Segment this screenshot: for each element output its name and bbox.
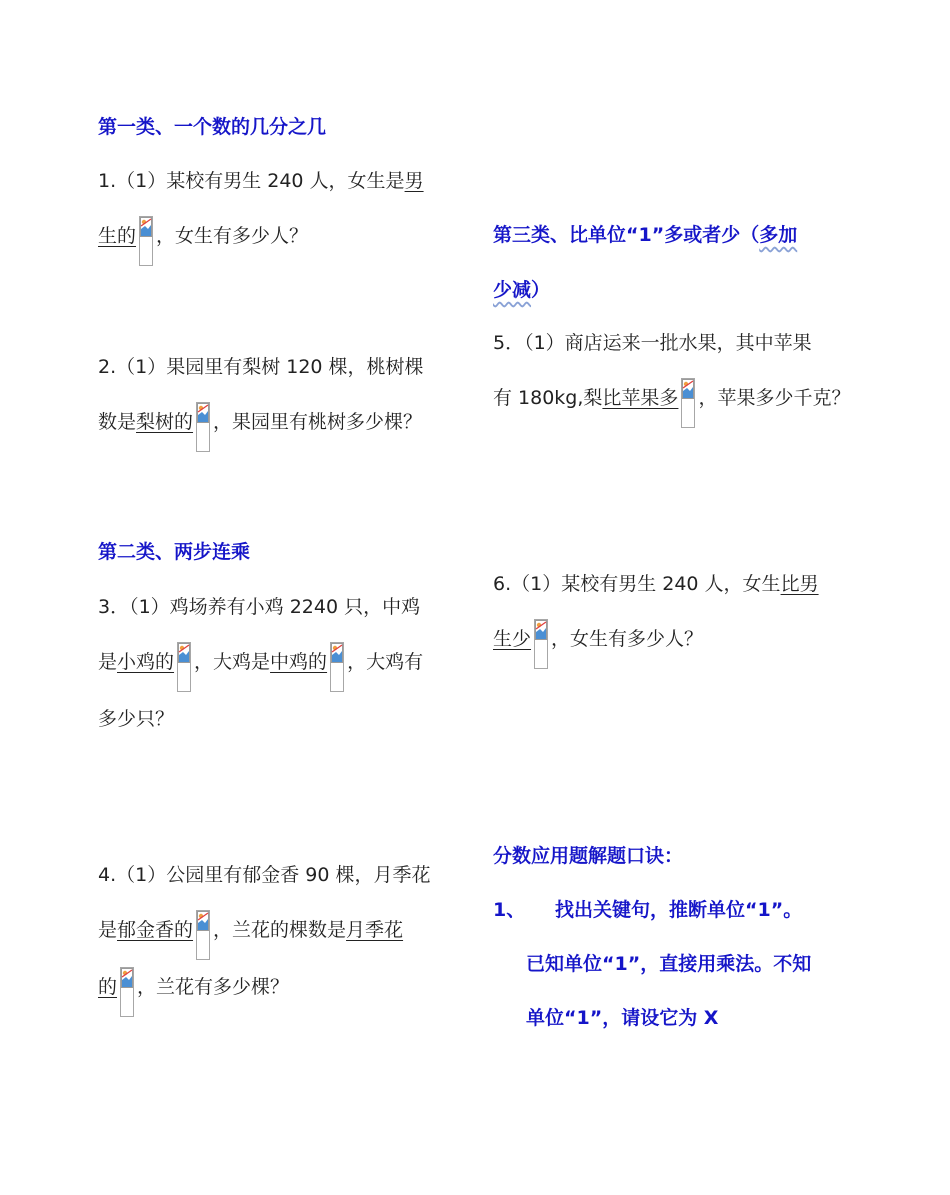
- sec3-title-wavy: 多加: [759, 224, 798, 246]
- q5-key: 比苹果多: [602, 387, 679, 409]
- tip-1-line-2: 已知单位“1”，直接用乘法。不知: [526, 953, 812, 975]
- broken-image-icon: [120, 967, 134, 1017]
- q3-text-2: 是: [98, 651, 118, 673]
- broken-image-glyph: [178, 643, 190, 663]
- broken-image-icon: [139, 216, 153, 266]
- broken-image-glyph: [331, 643, 343, 663]
- question-1-line-2: [98, 209, 468, 266]
- q1-key-2: 生的: [98, 225, 137, 247]
- broken-image-glyph: [121, 968, 133, 988]
- section-2-title: 第二类、两步连乘: [98, 541, 251, 563]
- question-5-line-1: [493, 316, 893, 371]
- sec3-title-wavy-2: 少减: [493, 279, 532, 301]
- question-1: [98, 154, 468, 266]
- tips-title: 分数应用题解题口诀：: [493, 845, 684, 867]
- q6-text: 6.（1）某校有男生 240 人，女生: [493, 573, 781, 595]
- q3-key-2: 中鸡的: [270, 651, 328, 673]
- question-1-line-1: [98, 154, 468, 209]
- q4-key-3: 的: [98, 976, 118, 998]
- q5-question: ，苹果多少千克？: [698, 387, 851, 409]
- broken-image-icon: [330, 642, 344, 692]
- question-2-line-1: [98, 340, 468, 395]
- q3-text-3: ，大鸡是: [194, 651, 271, 673]
- question-6: [493, 557, 893, 669]
- q3-question: 多少只？: [98, 708, 175, 730]
- q2-text: 2.（1）果园里有梨树 120 棵，桃树棵: [98, 356, 424, 378]
- q6-key-2: 生少: [493, 628, 532, 650]
- q1-text: 1.（1）某校有男生 240 人，女生是: [98, 170, 405, 192]
- sec3-title-part: 第三类、比单位“1”多或者少（: [493, 224, 760, 246]
- section-3-title-line-2: [493, 263, 893, 318]
- tip-1: [493, 883, 893, 937]
- tip-1-line-3: 单位“1”，请设它为 X: [526, 1007, 719, 1029]
- q4-question: ，兰花有多少棵？: [137, 976, 290, 998]
- tip-1-number: 1、: [493, 899, 526, 921]
- question-4-line-2: [98, 903, 468, 960]
- q3-text-4: ，大鸡有: [347, 651, 424, 673]
- question-2: [98, 340, 468, 452]
- q6-question: ，女生有多少人？: [551, 628, 704, 650]
- question-3-line-3: [98, 692, 468, 747]
- q2-text-2: 数是: [98, 411, 137, 433]
- question-5: [493, 316, 893, 428]
- question-4-line-3: [98, 960, 468, 1017]
- section-1-title: 第一类、一个数的几分之几: [98, 116, 327, 138]
- q5-text: 5．（1）商店运来一批水果，其中苹果: [493, 332, 812, 354]
- q2-question: ，果园里有桃树多少棵？: [213, 411, 423, 433]
- question-5-line-2: [493, 371, 893, 428]
- broken-image-glyph: [197, 403, 209, 423]
- tips-section: [493, 829, 893, 1045]
- broken-image-glyph: [682, 379, 694, 399]
- q2-key: 梨树的: [136, 411, 194, 433]
- q4-text: 4.（1）公园里有郁金香 90 棵，月季花: [98, 864, 431, 886]
- q3-text: 3．（1）鸡场养有小鸡 2240 只，中鸡: [98, 596, 421, 618]
- q6-key: 比男: [780, 573, 819, 595]
- question-6-line-1: [493, 557, 893, 612]
- q3-key: 小鸡的: [117, 651, 175, 673]
- q4-text-2: 是: [98, 919, 118, 941]
- question-4-line-1: [98, 848, 468, 903]
- broken-image-icon: [681, 378, 695, 428]
- question-2-line-2: [98, 395, 468, 452]
- broken-image-glyph: [535, 620, 547, 640]
- q4-key: 郁金香的: [117, 919, 194, 941]
- tip-1-line-1: 找出关键句，推断单位“1”。: [555, 899, 803, 921]
- q4-key-2: 月季花: [346, 919, 404, 941]
- section-3-title-line-1: [493, 208, 893, 263]
- broken-image-icon: [534, 619, 548, 669]
- broken-image-glyph: [197, 911, 209, 931]
- question-6-line-2: [493, 612, 893, 669]
- broken-image-icon: [196, 910, 210, 960]
- q1-key: 男: [404, 170, 424, 192]
- question-3: [98, 580, 468, 747]
- question-4: [98, 848, 468, 1017]
- section-3-title: [493, 208, 893, 318]
- broken-image-icon: [177, 642, 191, 692]
- broken-image-icon: [196, 402, 210, 452]
- question-3-line-2: [98, 635, 468, 692]
- q1-question: ，女生有多少人？: [156, 225, 309, 247]
- sec3-title-end: ）: [531, 279, 551, 301]
- question-3-line-1: [98, 580, 468, 635]
- broken-image-glyph: [140, 217, 152, 237]
- q5-text-2: 有 180kg,梨: [493, 387, 603, 409]
- q4-text-3: ，兰花的棵数是: [213, 919, 347, 941]
